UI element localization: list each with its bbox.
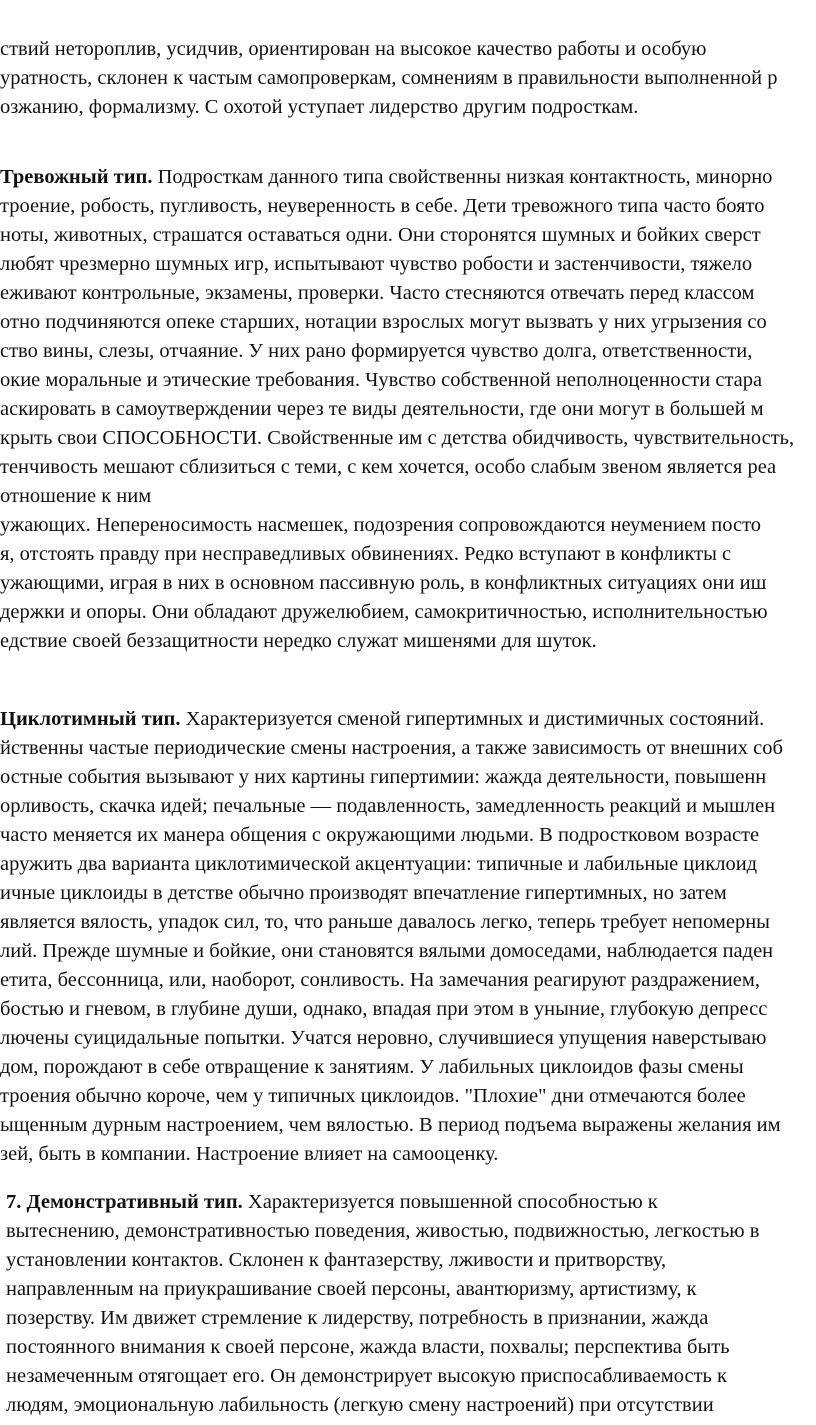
text-line: отно подчиняются опеке старших, нотации взрослых могут вызвать у них угрызения со [0, 311, 767, 333]
text-line: крыть свои СПОСОБНОСТИ. Свойственные им с детства обидчивость, чувствительность, [0, 427, 795, 449]
text-line: является вялость, упадок сил, то, что раньше давалось легко, теперь требует непомерны [0, 911, 770, 933]
text-line: уратность, склонен к частым самопроверкам, сомнениям в правильности выполненной р [0, 67, 778, 89]
text-line: озжанию, формализму. С охотой уступает лидерство другим подросткам. [0, 96, 639, 118]
text-line: йственны частые периодические смены настроения, а также зависимость от внешних соб [0, 737, 783, 759]
text-line: ичные циклоиды в детстве обычно производят впечатление гипертимных, но затем [0, 882, 727, 904]
text-line: бостью и гневом, в глубине души, однако, впадая при этом в уныние, глубокую депресс [0, 998, 768, 1020]
text-line: еживают контрольные, экзамены, проверки. Часто стесняются отвечать перед классом [0, 282, 755, 304]
text-line: незамеченным отягощает его. Он демонстрирует высокую приспосабливаемость к [6, 1365, 727, 1387]
text-line: постоянного внимания к своей персоне, жажда власти, похвалы; перспектива быть [6, 1336, 730, 1358]
text-line: часто меняется их манера общения с окружающими людьми. В подростковом возрасте [0, 824, 760, 846]
text-line: орливость, скачка идей; печальные — подавленность, замедленность реакций и мышлен [0, 795, 776, 817]
text-line: ствий нетороплив, усидчив, ориентирован на высокое качество работы и особую [0, 38, 707, 60]
text-line: ноты, животных, страшатся оставаться одни. Они сторонятся шумных и бойких сверст [0, 224, 761, 246]
text-span: Характеризуется сменой гипертимных и дистимичных состояний. [180, 708, 765, 730]
text-line: зей, быть в компании. Настроение влияет на самооценку. [0, 1143, 499, 1165]
text-line: лий. Прежде шумные и бойкие, они становятся вялыми домоседами, наблюдается паден [0, 940, 774, 962]
text-line: направленным на приукрашивание своей персоны, авантюризму, артистизму, к [6, 1278, 697, 1300]
text-line: отношение к ним [0, 485, 152, 507]
paragraph-cyclothymic-first-line [0, 707, 764, 733]
text-line: аружить два варианта циклотимической акцентуации: типичные и лабильные циклоид [0, 853, 758, 875]
text-line: позерству. Им движет стремление к лидерству, потребность в признании, жажда [6, 1307, 709, 1329]
text-line: дом, порождают в себе отвращение к занятиям. У лабильных циклоидов фазы смены [0, 1056, 744, 1078]
text-span: Подросткам данного типа свойственны низкая контактность, минорно [152, 166, 773, 188]
text-line: ыщенным дурным настроением, чем вялостью. В период подъема выражены желания им [0, 1114, 781, 1136]
text-line: ужающих. Непереносимость насмешек, подозрения сопровождаются неумением посто [0, 514, 762, 536]
text-line: людям, эмоциональную лабильность (легкую смену настроений) при отсутствии [6, 1394, 714, 1416]
text-line: установлении контактов. Склонен к фантазерству, лживости и притворству, [6, 1249, 667, 1271]
text-line: едствие своей беззащитности нередко служат мишенями для шуток. [0, 630, 597, 652]
text-span: Характеризуется повышенной способностью к [242, 1191, 658, 1213]
heading-cyclothymic-type: Циклотимный тип. [0, 708, 181, 730]
text-line: окие моральные и этические требования. Чувство собственной неполноценности стара [0, 369, 763, 391]
text-line: любят чрезмерно шумных игр, испытывают чувство робости и застенчивости, тяжело [0, 253, 753, 275]
text-line: аскировать в самоутверждении через те виды деятельности, где они могут в большей м [0, 398, 764, 420]
text-line: троения обычно короче, чем у типичных циклоидов. "Плохие" дни отмечаются более [0, 1085, 746, 1107]
paragraph-anxious-first-line [0, 165, 772, 191]
text-line: остные события вызывают у них картины гипертимии: жажда деятельности, повышенн [0, 766, 767, 788]
text-line: держки и опоры. Они обладают дружелюбием, самокритичностью, исполнительностью [0, 601, 768, 623]
heading-demonstrative-type: 7. Демонстративный тип. [6, 1191, 243, 1213]
text-line: лючены суицидальные попытки. Учатся неровно, случившиеся упущения наверстываю [0, 1027, 767, 1049]
text-line: ужающими, играя в них в основном пассивную роль, в конфликтных ситуациях они иш [0, 572, 767, 594]
text-line: ство вины, слезы, отчаяние. У них рано формируется чувство долга, ответственности, [0, 340, 753, 362]
text-line: етита, бессонница, или, наоборот, сонливость. На замечания реагируют раздражением, [0, 969, 760, 991]
text-line: вытеснению, демонстративностью поведения, живостью, подвижностью, легкостью в [6, 1220, 760, 1242]
text-line: я, отстоять правду при несправедливых обвинениях. Редко вступают в конфликты с [0, 543, 732, 565]
paragraph-demonstrative-first-line [6, 1190, 658, 1216]
heading-anxious-type: Тревожный тип. [0, 166, 153, 188]
text-line: тенчивость мешают сблизиться с теми, с кем хочется, особо слабым звеном является реа [0, 456, 777, 478]
text-line: троение, робость, пугливость, неуверенность в себе. Дети тревожного типа часто боято [0, 195, 765, 217]
